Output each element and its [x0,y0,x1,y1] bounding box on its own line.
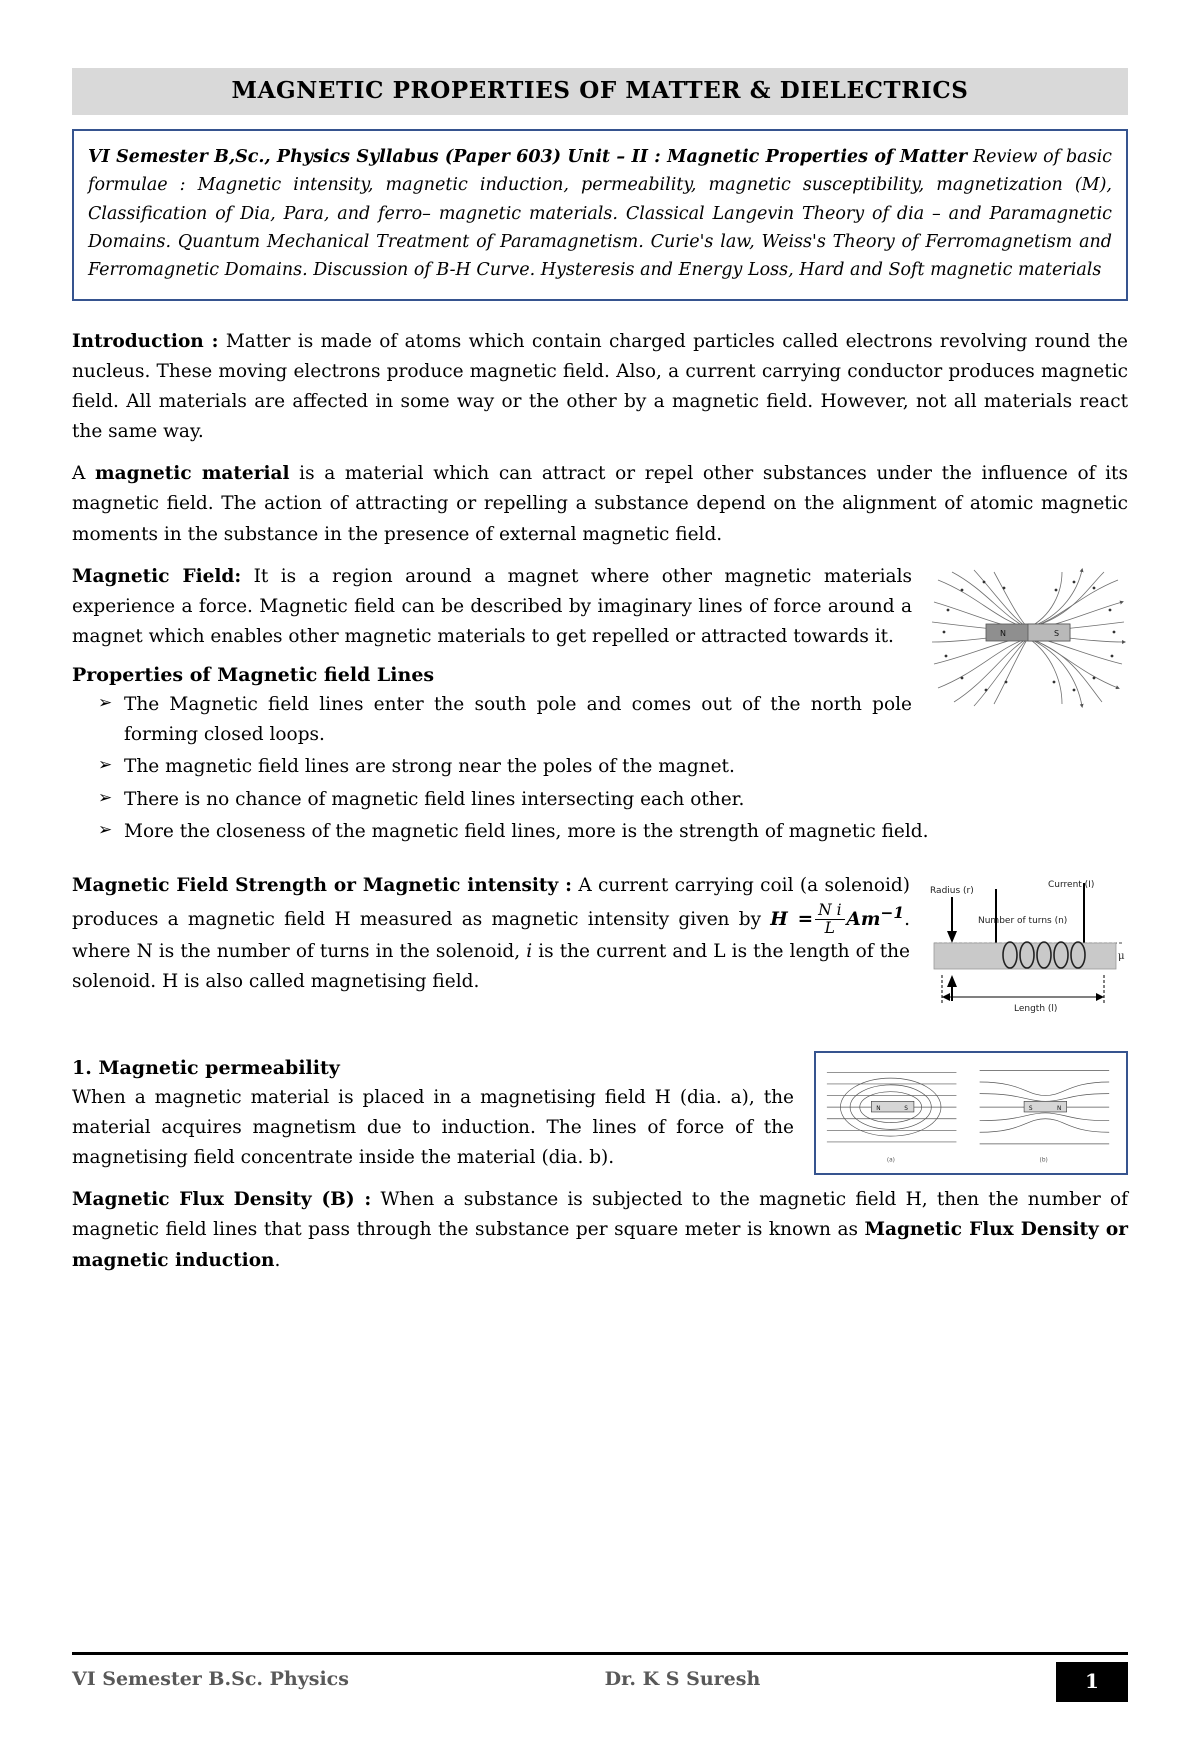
flux-density-bold-2: Magnetic Flux Density or magnetic induction [72,1219,1128,1271]
formula-numerator: N i [818,901,842,920]
page-footer [72,1652,1128,1702]
solenoid-diagram-icon [928,875,1128,1025]
magnetic-material-bold: magnetic material [95,463,290,485]
perm-b-south: S [1028,1105,1033,1112]
bar-magnet-figure [928,566,1128,709]
formula-exponent: −1 [880,903,905,922]
list-item [72,752,1128,782]
page-title: MAGNETIC PROPERTIES OF MATTER & DIELECTRICS [231,77,969,104]
document-body [72,327,1128,1276]
arrow-bullet-icon: ➢ [98,755,113,776]
paragraph-permeability: When a magnetic material is placed in a magnetising field H (dia. a), the material acquires magnetism due to induction. The lines of force of the magnetising field concentrate inside the material (dia. b). [72,1086,794,1169]
flux-density-text-2: . [274,1249,281,1271]
introduction-text: Matter is made of atoms which contain charged particles called electrons revolving round the nucleus. These moving electrons produce magnetic field. Also, a current carrying conductor produces magnetic field. All materials are affected in some way or the other by a magnetic field. However, not all materials react the same way. [72,330,1128,443]
list-item [72,817,1128,847]
syllabus-heading: VI Semester B,Sc., Physics Syllabus (Paper 603) Unit – II : Magnetic Properties of Matter [88,147,968,167]
page-number-badge: 1 [1056,1662,1128,1702]
field-strength-text-2: . where N is the number of turns in the solenoid, [72,909,911,962]
solenoid-figure [928,875,1128,1025]
footer-divider [72,1652,1128,1655]
perm-sub-b: (b) [1039,1157,1048,1164]
perm-a-south: S [904,1105,908,1112]
list-item-text: The magnetic field lines are strong near the poles of the magnet. [124,756,735,778]
arrow-bullet-icon: ➢ [98,787,113,808]
permeability-figure-box [814,1051,1128,1175]
list-item-text: More the closeness of the magnetic field lines, more is the strength of magnetic field. [124,820,929,842]
bar-magnet-south-label: S [1054,628,1060,638]
document-page [0,68,1200,1764]
formula-denominator: L [815,919,844,936]
magnetic-field-text: It is a region around a magnet where other magnetic materials experience a force. Magnetic field can be described by imaginary lines of force around a magnet which enables other magnetic materials to get repelled or attracted towards it. [72,565,912,647]
spacer [72,849,1128,871]
permeability-lines-of-force-icon [816,1053,1122,1169]
solenoid-turns-label: Number of turns (n) [978,915,1068,926]
list-item-text: There is no chance of magnetic field lines intersecting each other. [124,788,745,810]
paragraph-flux-density [72,1185,1128,1275]
list-item [72,690,1128,750]
bar-magnet-field-lines-icon [928,566,1128,709]
formula-lhs: H = [770,909,814,931]
footer-left-text: VI Semester B.Sc. Physics [72,1668,349,1690]
perm-b-north: N [1056,1105,1062,1112]
magnetic-material-text: is a material which can attract or repel other substances under the influence of its magnetic field. The action of attracting or repelling a substance depend on the alignment of atomic magnetic moments in the substance in the presence of external magnetic field. [72,463,1128,545]
footer-author: Dr. K S Suresh [604,1668,761,1690]
syllabus-box [72,129,1128,301]
permeability-heading: 1. Magnetic permeability [72,1056,340,1079]
solenoid-mu-label: μ [1118,950,1125,962]
flux-density-label: Magnetic Flux Density (B) : [72,1189,372,1211]
field-strength-text-1: A current carrying coil (a solenoid) produces a magnetic field H measured as magnetic intensity given by [72,874,910,931]
introduction-label: Introduction : [72,330,219,352]
perm-sub-a: (a) [886,1157,895,1164]
list-item [72,785,1128,815]
solenoid-length-label: Length (l) [1014,1003,1058,1014]
solenoid-radius-label: Radius (r) [930,885,974,896]
properties-heading: Properties of Magnetic field Lines [72,664,435,687]
arrow-bullet-icon: ➢ [98,819,113,840]
flux-density-text-1: When a substance is subjected to the magnetic field H, then the number of magnetic field lines that pass through the substance per square meter is known as [72,1189,1129,1241]
properties-bullet-list [72,690,1128,847]
syllabus-paragraph [88,143,1112,285]
paragraph-magnetic-material [72,459,1128,549]
formula-fraction [815,902,844,936]
magnetic-field-label: Magnetic Field: [72,565,242,587]
perm-a-north: N [876,1105,881,1112]
field-strength-italic-i: i [526,940,533,962]
bar-magnet-north-label: N [1000,628,1006,638]
footer-row [72,1662,1128,1702]
field-strength-label: Magnetic Field Strength or Magnetic intensity : [72,874,572,896]
formula-unit: Am [846,909,881,931]
syllabus-body: Review of basic formulae : Magnetic intensity, magnetic induction, permeability, magnetic susceptibility, magnetization (M), Classification of Dia, Para, and ferro– magnetic materials. Classical Langevin Theory of dia – and Paramagnetic Domains. Quantum Mechanical Treatment of Paramagnetism. Curie's law, Weiss's Theory of Ferromagnetism and Ferromagnetic Domains. Discussion of B-H Curve. Hysteresis and Energy Loss, Hard and Soft magnetic materials [88,147,1112,281]
arrow-bullet-icon: ➢ [98,693,113,714]
spacer [72,1031,1128,1047]
paragraph-introduction [72,327,1128,448]
page-title-banner [72,68,1128,115]
magnetic-material-prefix: A [72,463,96,485]
list-item-text: The Magnetic field lines enter the south pole and comes out of the north pole forming closed loops. [124,694,912,746]
solenoid-current-label: Current (I) [1048,879,1095,890]
field-strength-text-3: is the current and L is the length of the solenoid. H is also called magnetising field. [72,940,910,993]
